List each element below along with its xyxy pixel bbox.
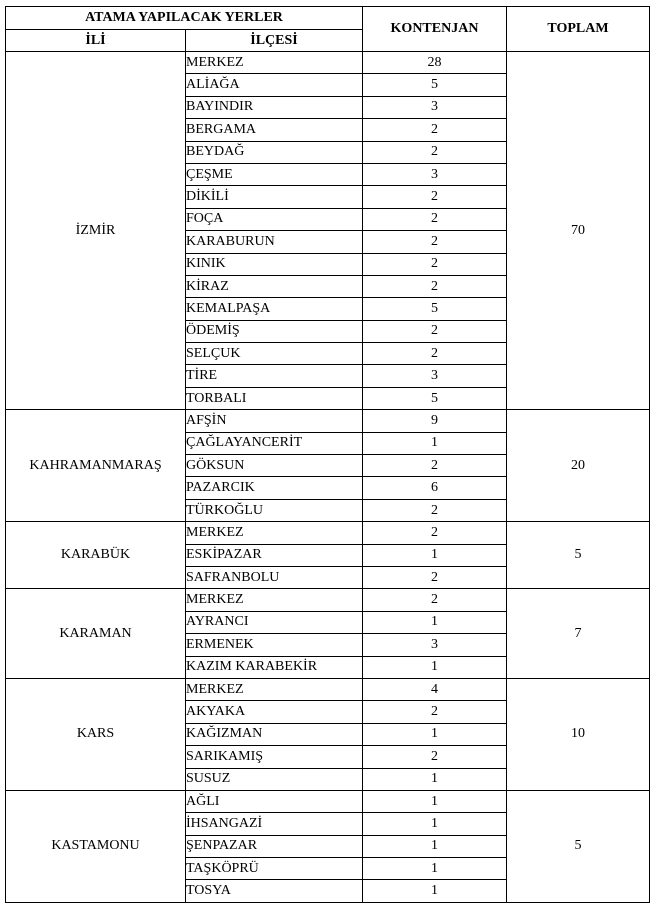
table-row bbox=[6, 589, 650, 611]
district-cell: ÇAĞLAYANCERİT bbox=[186, 432, 363, 454]
district-cell: TÜRKOĞLU bbox=[186, 499, 363, 521]
district-cell: SAFRANBOLU bbox=[186, 566, 363, 588]
quota-cell: 9 bbox=[363, 410, 507, 432]
table-row bbox=[6, 522, 650, 544]
quota-cell: 2 bbox=[363, 522, 507, 544]
header-district: İLÇESİ bbox=[186, 30, 363, 52]
quota-cell: 1 bbox=[363, 790, 507, 812]
district-cell: TORBALI bbox=[186, 387, 363, 409]
quota-cell: 2 bbox=[363, 275, 507, 297]
quota-cell: 2 bbox=[363, 455, 507, 477]
total-cell: 70 bbox=[507, 52, 650, 410]
quota-cell: 5 bbox=[363, 74, 507, 96]
total-cell: 20 bbox=[507, 410, 650, 522]
quota-cell: 2 bbox=[363, 343, 507, 365]
table-header bbox=[6, 7, 650, 52]
district-cell: SARIKAMIŞ bbox=[186, 746, 363, 768]
quota-cell: 2 bbox=[363, 701, 507, 723]
quota-cell: 2 bbox=[363, 141, 507, 163]
district-cell: KAĞIZMAN bbox=[186, 723, 363, 745]
total-cell: 5 bbox=[507, 790, 650, 902]
quota-cell: 28 bbox=[363, 52, 507, 74]
district-cell: MERKEZ bbox=[186, 52, 363, 74]
district-cell: DİKİLİ bbox=[186, 186, 363, 208]
province-cell: İZMİR bbox=[6, 52, 186, 410]
quota-cell: 4 bbox=[363, 678, 507, 700]
total-cell: 10 bbox=[507, 678, 650, 790]
district-cell: PAZARCIK bbox=[186, 477, 363, 499]
district-cell: AFŞİN bbox=[186, 410, 363, 432]
header-appointment-places: ATAMA YAPILACAK YERLER bbox=[6, 7, 363, 30]
quota-cell: 6 bbox=[363, 477, 507, 499]
district-cell: ÖDEMİŞ bbox=[186, 320, 363, 342]
table-row bbox=[6, 52, 650, 74]
total-cell: 5 bbox=[507, 522, 650, 589]
district-cell: GÖKSUN bbox=[186, 455, 363, 477]
district-cell: ESKİPAZAR bbox=[186, 544, 363, 566]
quota-cell: 2 bbox=[363, 566, 507, 588]
district-cell: TOSYA bbox=[186, 880, 363, 902]
quota-cell: 2 bbox=[363, 499, 507, 521]
table-row bbox=[6, 790, 650, 812]
district-cell: AĞLI bbox=[186, 790, 363, 812]
table-row bbox=[6, 410, 650, 432]
district-cell: MERKEZ bbox=[186, 678, 363, 700]
quota-cell: 2 bbox=[363, 119, 507, 141]
district-cell: ŞENPAZAR bbox=[186, 835, 363, 857]
quota-cell: 2 bbox=[363, 208, 507, 230]
district-cell: KARABURUN bbox=[186, 231, 363, 253]
appointment-quota-table bbox=[5, 6, 650, 903]
district-cell: AYRANCI bbox=[186, 611, 363, 633]
quota-cell: 1 bbox=[363, 768, 507, 790]
quota-cell: 1 bbox=[363, 813, 507, 835]
district-cell: BERGAMA bbox=[186, 119, 363, 141]
district-cell: BAYINDIR bbox=[186, 96, 363, 118]
district-cell: MERKEZ bbox=[186, 522, 363, 544]
district-cell: ÇEŞME bbox=[186, 163, 363, 185]
district-cell: TAŞKÖPRÜ bbox=[186, 858, 363, 880]
quota-cell: 1 bbox=[363, 835, 507, 857]
table-body bbox=[6, 52, 650, 903]
quota-cell: 2 bbox=[363, 589, 507, 611]
district-cell: TİRE bbox=[186, 365, 363, 387]
quota-cell: 1 bbox=[363, 656, 507, 678]
quota-cell: 1 bbox=[363, 544, 507, 566]
header-quota: KONTENJAN bbox=[363, 7, 507, 52]
quota-cell: 1 bbox=[363, 432, 507, 454]
district-cell: ALİAĞA bbox=[186, 74, 363, 96]
district-cell: MERKEZ bbox=[186, 589, 363, 611]
quota-cell: 3 bbox=[363, 365, 507, 387]
district-cell: AKYAKA bbox=[186, 701, 363, 723]
province-cell: KARS bbox=[6, 678, 186, 790]
province-cell: KAHRAMANMARAŞ bbox=[6, 410, 186, 522]
province-cell: KARAMAN bbox=[6, 589, 186, 679]
quota-cell: 2 bbox=[363, 320, 507, 342]
quota-cell: 2 bbox=[363, 253, 507, 275]
quota-cell: 5 bbox=[363, 387, 507, 409]
quota-cell: 3 bbox=[363, 163, 507, 185]
district-cell: KINIK bbox=[186, 253, 363, 275]
header-province: İLİ bbox=[6, 30, 186, 52]
district-cell: FOÇA bbox=[186, 208, 363, 230]
district-cell: KAZIM KARABEKİR bbox=[186, 656, 363, 678]
table-row bbox=[6, 678, 650, 700]
total-cell: 7 bbox=[507, 589, 650, 679]
district-cell: SELÇUK bbox=[186, 343, 363, 365]
quota-cell: 2 bbox=[363, 186, 507, 208]
district-cell: KİRAZ bbox=[186, 275, 363, 297]
quota-cell: 1 bbox=[363, 611, 507, 633]
quota-cell: 1 bbox=[363, 858, 507, 880]
quota-cell: 1 bbox=[363, 723, 507, 745]
district-cell: SUSUZ bbox=[186, 768, 363, 790]
district-cell: ERMENEK bbox=[186, 634, 363, 656]
province-cell: KARABÜK bbox=[6, 522, 186, 589]
quota-cell: 3 bbox=[363, 96, 507, 118]
quota-cell: 5 bbox=[363, 298, 507, 320]
quota-cell: 1 bbox=[363, 880, 507, 902]
province-cell: KASTAMONU bbox=[6, 790, 186, 902]
district-cell: BEYDAĞ bbox=[186, 141, 363, 163]
header-total: TOPLAM bbox=[507, 7, 650, 52]
quota-cell: 2 bbox=[363, 231, 507, 253]
quota-cell: 2 bbox=[363, 746, 507, 768]
district-cell: KEMALPAŞA bbox=[186, 298, 363, 320]
quota-cell: 3 bbox=[363, 634, 507, 656]
district-cell: İHSANGAZİ bbox=[186, 813, 363, 835]
